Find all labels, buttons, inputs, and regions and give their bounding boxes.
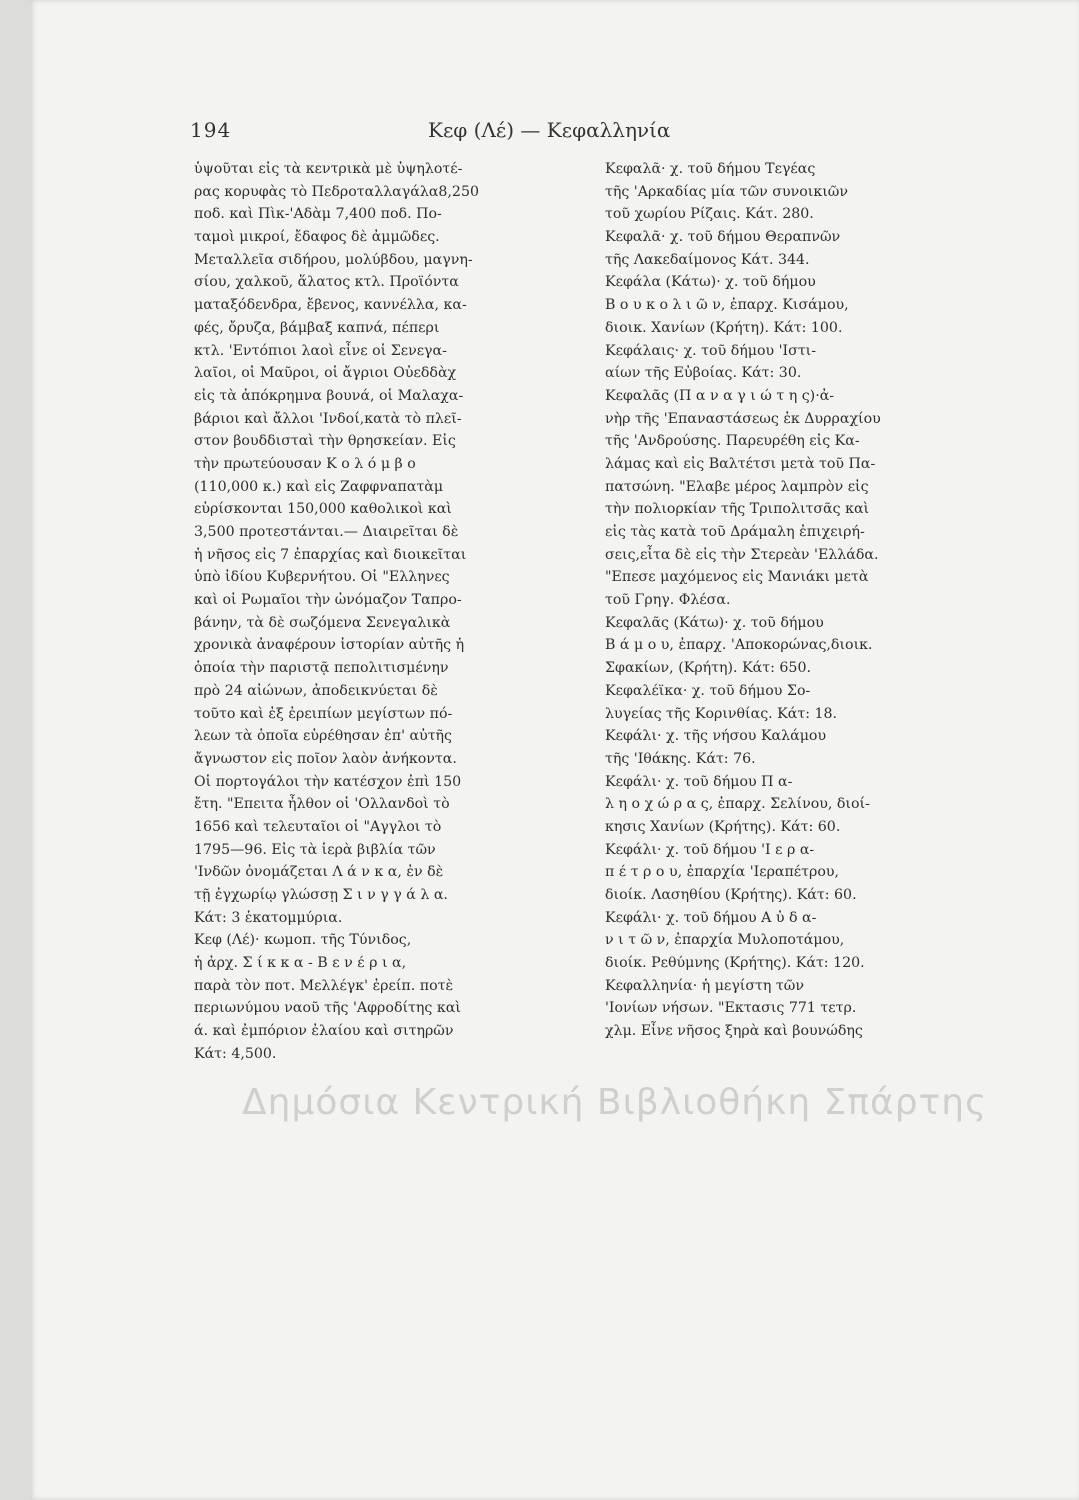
text-line: Κεφάλα (Κάτω)· χ. τοῦ δήμου [605,274,816,291]
text-line: ν ι τ ῶ ν, ἐπαρχία Μυλοποτάμου, [605,932,845,949]
text-line: χρονικὰ ἀναφέρουν ἱστορίαν αὐτῆς ἡ [194,637,465,654]
text-line: λαῖοι, οἱ Μαῦροι, οἱ ἄγριοι Οὐεδδὰχ [194,365,457,382]
text-line: τοῦ Γρηγ. Φλέσα. [605,592,731,609]
text-line: Κεφαλέϊκα· χ. τοῦ δήμου Σο- [605,682,811,699]
text-line: ἡ ἀρχ. Σ ί κ κ α - Β ε ν έ ρ ι α, [194,955,407,972]
text-line: διοίκ. Ρεθύμνης (Κρήτης). Κάτ: 120. [605,955,865,972]
text-line: Β ο υ κ ο λ ι ῶ ν, ἐπαρχ. Κισάμου, [605,297,849,314]
text-line: 1656 καὶ τελευταῖοι οἱ "Αγγλοι τὸ [194,818,442,835]
text-line: λάμας καὶ εἰς Βαλτέτσι μετὰ τοῦ Πα- [605,455,876,472]
text-line: Κάτ: 4,500. [194,1045,277,1062]
text-line: τῆς 'Ανδρούσης. Παρευρέθη εἰς Κα- [605,433,860,450]
text-line: διοικ. Χανίων (Κρήτη). Κάτ: 100. [605,319,843,336]
text-line: καὶ οἱ Ρωμαῖοι τὴν ὠνόμαζον Ταπρο- [194,592,462,609]
text-line: ὁποία τὴν παριστᾷ πεπολιτισμένην [194,660,449,677]
text-line: τῆς Λακεδαίμονος Κάτ. 344. [605,251,810,268]
text-line: 'Ινδῶν ὀνομάζεται Λ ά ν κ α, ἐν δὲ [194,864,444,881]
text-line: πατσώνη. "Ελαβε μέρος λαμπρὸν εἰς [605,478,869,495]
text-line: βάριοι καὶ ἄλλοι 'Ινδοί,κατὰ τὸ πλεῖ- [194,410,462,427]
left-column [194,158,579,1066]
text-line: ποδ. καὶ Πὶκ-'Αδὰμ 7,400 ποδ. Πο- [194,206,442,223]
text-line: 3,500 προτεστάνται.— Διαιρεῖται δὲ [194,524,459,540]
text-line: λεων τὰ ὁποῖα εὑρέθησαν ἐπ' αὐτῆς [194,728,453,745]
text-line: Κεφάλαις· χ. τοῦ δήμου 'Ιστι- [605,342,817,359]
text-line: 'Ιονίων νήσων. "Εκτασις 771 τετρ. [605,1000,857,1017]
text-line: λυγείας τῆς Κορινθίας. Κάτ: 18. [605,705,838,722]
text-line: φές, ὄρυζα, βάμβαξ καπνά, πέπερι [194,319,440,336]
text-line: Κεφάλι· χ. τῆς νήσου Καλάμου [605,728,827,745]
text-line: βάνην, τὰ δὲ σωζόμενα Σενεγαλικὰ [194,614,451,631]
text-line: τὴν πολιορκίαν τῆς Τριπολιτσᾶς καὶ [605,501,870,518]
text-line: ἡ νῆσος εἰς 7 ἐπαρχίας καὶ διοικεῖται [194,546,467,563]
text-line: σεις,εἶτα δὲ εἰς τὴν Στερεὰν 'Ελλάδα. [605,546,879,563]
text-line: Κεφαλᾶς (Κάτω)· χ. τοῦ δήμου [605,614,824,631]
text-line: Κεφαλᾶ· χ. τοῦ δήμου Τεγέας [605,161,816,177]
text-line: Κεφάλι· χ. τοῦ δήμου 'Ι ε ρ α- [605,841,815,858]
text-line: νὴρ τῆς 'Επαναστάσεως ἐκ Δυρραχίου [605,410,881,427]
text-line: ὑψοῦται εἰς τὰ κεντρικὰ μὲ ὑψηλοτέ- [194,161,463,177]
text-line: κτλ. 'Εντόπιοι λαοὶ εἶνε οἱ Σενεγα- [194,342,447,359]
page-header [190,118,770,152]
text-line: ταμοὶ μικροί, ἔδαφος δὲ ἀμμῶδες. [194,229,440,246]
text-line: τῆς 'Αρκαδίας μία τῶν συνοικιῶν [605,183,848,200]
text-line: ά. καὶ ἐμπόριον ἐλαίου καὶ σιτηρῶν [194,1023,454,1040]
text-line: σίου, χαλκοῦ, ἅλατος κτλ. Προϊόντα [194,274,459,291]
text-line: Οἱ πορτογάλοι τὴν κατέσχον ἐπὶ 150 [194,773,462,790]
text-line: τὴν πρωτεύουσαν Κ ο λ ό μ β ο [194,455,416,472]
page-number: 194 [190,118,232,142]
text-line: τοῦτο καὶ ἐξ ἐρειπίων μεγίστων πό- [194,705,453,722]
text-line: Κεφαλληνία· ἡ μεγίστη τῶν [605,977,804,994]
text-line: εὑρίσκονται 150,000 καθολικοὶ καὶ [194,501,452,518]
text-line: Κεφάλι· χ. τοῦ δήμου Α ὐ δ α- [605,909,817,926]
text-line: τοῦ χωρίου Ρίζαις. Κάτ. 280. [605,206,814,223]
text-line: στον βουδδισταὶ τὴν θρησκείαν. Εἰς [194,433,456,450]
text-line: ἔτη. "Επειτα ἦλθον οἱ 'Ολλανδοὶ τὸ [194,796,450,813]
text-line: Κεφαλᾶ· χ. τοῦ δήμου Θεραπνῶν [605,229,841,246]
text-line: κησις Χανίων (Κρήτης). Κάτ: 60. [605,818,841,835]
text-line: τῆς 'Ιθάκης. Κάτ: 76. [605,750,756,767]
text-line: ματαξόδενδρα, ἔβενος, καννέλλα, κα- [194,297,467,314]
text-line: π έ τ ρ ο υ, ἐπαρχία 'Ιεραπέτρου, [605,864,840,881]
running-head: Κεφ (Λέ) — Κεφαλληνία [428,118,671,142]
text-line: Β ά μ ο υ, ἐπαρχ. 'Αποκορώνας,διοικ. [605,637,873,654]
text-line: ἄγνωστον εἰς ποῖον λαὸν ἀνήκοντα. [194,750,457,767]
text-line: Κεφάλι· χ. τοῦ δήμου Π α- [605,773,793,790]
text-line: παρὰ τὸν ποτ. Μελλέγκ' ἐρείπ. ποτὲ [194,977,454,994]
text-line: αίων τῆς Εὐβοίας. Κάτ: 30. [605,365,802,382]
text-line: Σφακίων, (Κρήτη). Κάτ: 650. [605,660,811,677]
text-line: Κάτ: 3 ἑκατομμύρια. [194,909,343,926]
text-line: (110,000 κ.) καὶ εἰς Ζαφφναπατὰμ [194,478,444,495]
text-line: διοίκ. Λασηθίου (Κρήτης). Κάτ: 60. [605,887,857,903]
text-line: Μεταλλεῖα σιδήρου, μολύβδου, μαγνη- [194,251,473,268]
text-line: εἰς τὰς κατὰ τοῦ Δράμαλη ἐπιχειρή- [605,524,865,540]
text-line: πρὸ 24 αἰώνων, ἀποδεικνύεται δὲ [194,682,438,699]
text-line: Κεφαλᾶς (Π α ν α γ ι ώ τ η ς)·ἀ- [605,387,835,404]
text-line: "Επεσε μαχόμενος εἰς Μανιάκι μετὰ [605,569,869,586]
text-line: 1795—96. Εἰς τὰ ἱερὰ βιβλία τῶν [194,841,436,858]
text-line: Κεφ (Λέ)· κωμοπ. τῆς Τύνιδος, [194,932,412,949]
text-line: χλμ. Εἶνε νῆσος ξηρὰ καὶ βουνώδης [605,1023,863,1040]
text-line: περιωνύμου ναοῦ τῆς 'Αφροδίτης καὶ [194,1000,461,1017]
text-line: ὑπὸ ἰδίου Κυβερνήτου. Οἱ "Ελληνες [194,569,450,586]
text-line: ρας κορυφὰς τὸ Πεδροταλλαγάλα8,250 [194,183,480,200]
text-line: τῇ ἐγχωρίῳ γλώσσῃ Σ ι ν γ γ ά λ α. [194,887,448,903]
text-line: λ η ο χ ώ ρ α ς, ἐπαρχ. Σελίνου, διοί- [605,796,870,813]
library-watermark: Δημόσια Κεντρική Βιβλιοθήκη Σπάρτης [242,1082,988,1123]
right-column [605,158,990,1043]
text-line: εἰς τὰ ἀπόκρημνα βουνά, οἱ Μαλαχα- [194,387,464,404]
